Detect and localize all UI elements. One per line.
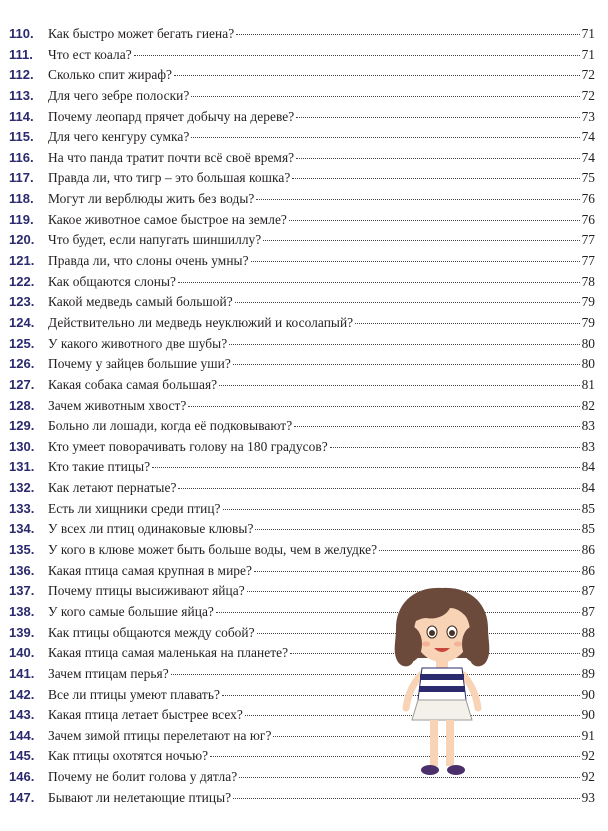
entry-number: 111. [9, 46, 33, 62]
entry-title: Какая собака самая большая? [48, 376, 218, 392]
entry-title: Какая птица летает быстрее всех? [48, 707, 243, 723]
entry-title: Какое животное самое быстрое на земле? [48, 211, 287, 227]
entry-title: Могут ли верблюды жить без воды? [48, 191, 255, 207]
entry-number: 142. [9, 686, 35, 702]
dot-leader [191, 96, 579, 97]
entry-page-number: 80 [581, 335, 595, 351]
dot-leader [174, 75, 580, 76]
entry-number: 115. [9, 129, 34, 145]
table-of-contents [0, 24, 608, 808]
entry-page-number: 86 [581, 542, 595, 558]
toc-entry [0, 416, 608, 437]
toc-entry [0, 788, 608, 809]
entry-title: Что будет, если напугать шиншиллу? [48, 232, 262, 248]
entry-number: 127. [9, 376, 35, 392]
entry-title: Кто такие птицы? [48, 459, 151, 475]
entry-number: 141. [9, 665, 35, 681]
entry-title: Почему леопард прячет добычу на дереве? [48, 108, 295, 124]
toc-entry [0, 519, 608, 540]
entry-number: 114. [9, 108, 34, 124]
dot-leader [178, 282, 580, 283]
entry-number: 138. [9, 603, 35, 619]
dot-leader [254, 571, 580, 572]
entry-page-number: 77 [581, 232, 595, 248]
entry-title: У кого в клюве может быть больше воды, чем в желудке? [48, 542, 378, 558]
entry-number: 122. [9, 273, 35, 289]
entry-number: 124. [9, 314, 35, 330]
entry-page-number: 89 [581, 645, 595, 661]
entry-page-number: 76 [581, 211, 595, 227]
toc-entry [0, 354, 608, 375]
entry-number: 143. [9, 707, 35, 723]
entry-title: На что панда тратит почти всё своё время? [48, 149, 295, 165]
entry-page-number: 71 [581, 46, 595, 62]
entry-title: Как общаются слоны? [48, 273, 176, 289]
entry-page-number: 85 [581, 500, 595, 516]
entry-number: 136. [9, 562, 35, 578]
entry-number: 112. [9, 67, 34, 83]
toc-entry [0, 623, 608, 644]
dot-leader [256, 199, 579, 200]
toc-entry [0, 230, 608, 251]
toc-entry [0, 210, 608, 231]
dot-leader [219, 385, 579, 386]
entry-page-number: 84 [581, 459, 595, 475]
entry-title: Бывают ли нелетающие птицы? [48, 789, 232, 805]
entry-title: Есть ли хищники среди птиц? [48, 500, 221, 516]
toc-entry [0, 437, 608, 458]
toc-entry [0, 726, 608, 747]
toc-entry [0, 478, 608, 499]
entry-page-number: 86 [581, 562, 595, 578]
toc-entry [0, 375, 608, 396]
dot-leader [330, 447, 580, 448]
dot-leader [263, 240, 579, 241]
entry-title: У кого самые большие яйца? [48, 603, 214, 619]
dot-leader [235, 302, 580, 303]
entry-number: 123. [9, 294, 35, 310]
dot-leader [294, 426, 579, 427]
entry-page-number: 80 [581, 356, 595, 372]
entry-title: Какая птица самая маленькая на планете? [48, 645, 289, 661]
entry-title: Как летают пернатые? [48, 480, 177, 496]
entry-page-number: 73 [581, 108, 595, 124]
toc-entry [0, 45, 608, 66]
entry-title: Сколько спит жираф? [48, 67, 173, 83]
entry-page-number: 74 [581, 149, 595, 165]
entry-page-number: 77 [581, 253, 595, 269]
toc-entry [0, 561, 608, 582]
entry-number: 125. [9, 335, 35, 351]
entry-number: 139. [9, 624, 35, 640]
entry-number: 126. [9, 356, 35, 372]
entry-title: Правда ли, что тигр – это большая кошка? [48, 170, 291, 186]
toc-entry [0, 457, 608, 478]
entry-number: 118. [9, 191, 34, 207]
entry-number: 131. [9, 459, 35, 475]
entry-page-number: 76 [581, 191, 595, 207]
entry-number: 132. [9, 480, 35, 496]
dot-leader [171, 674, 580, 675]
entry-page-number: 79 [581, 294, 595, 310]
entry-page-number: 81 [581, 376, 595, 392]
entry-title: Как быстро может бегать гиена? [48, 26, 235, 41]
toc-entry [0, 272, 608, 293]
entry-number: 119. [9, 211, 34, 227]
toc-entry [0, 664, 608, 685]
entry-number: 116. [9, 149, 34, 165]
dot-leader [152, 467, 579, 468]
dot-leader [289, 220, 580, 221]
dot-leader [223, 509, 580, 510]
entry-page-number: 72 [581, 67, 595, 83]
entry-number: 144. [9, 727, 35, 743]
dot-leader [296, 117, 579, 118]
dot-leader [188, 406, 579, 407]
dot-leader [379, 550, 579, 551]
toc-entry [0, 396, 608, 417]
entry-number: 146. [9, 769, 35, 785]
entry-page-number: 85 [581, 521, 595, 537]
dot-leader [236, 34, 579, 35]
entry-number: 130. [9, 438, 35, 454]
entry-number: 145. [9, 748, 35, 764]
toc-entry [0, 313, 608, 334]
toc-entry [0, 685, 608, 706]
dot-leader [233, 364, 580, 365]
toc-entry [0, 189, 608, 210]
entry-title: Почему не болит голова у дятла? [48, 769, 238, 785]
entry-number: 110. [9, 26, 34, 41]
entry-page-number: 72 [581, 87, 595, 103]
entry-number: 129. [9, 418, 35, 434]
dot-leader [191, 137, 579, 138]
toc-entry [0, 107, 608, 128]
dot-leader [233, 798, 580, 799]
entry-page-number: 89 [581, 665, 595, 681]
entry-title: Действительно ли медведь неуклюжий и косолапый? [48, 314, 354, 330]
dot-leader [178, 488, 579, 489]
dot-leader [134, 55, 580, 56]
entry-title: У какого животного две шубы? [48, 335, 228, 351]
toc-entry [0, 746, 608, 767]
entry-title: Зачем птицам перья? [48, 665, 169, 681]
entry-page-number: 90 [581, 707, 595, 723]
entry-page-number: 84 [581, 480, 595, 496]
entry-page-number: 87 [581, 583, 595, 599]
toc-entry [0, 499, 608, 520]
entry-title: Как птицы общаются между собой? [48, 624, 255, 640]
dot-leader [355, 323, 579, 324]
entry-number: 113. [9, 87, 34, 103]
entry-title: Для чего кенгуру сумка? [48, 129, 190, 145]
entry-number: 135. [9, 542, 35, 558]
entry-title: Какая птица самая крупная в мире? [48, 562, 253, 578]
entry-page-number: 87 [581, 603, 595, 619]
entry-number: 121. [9, 253, 35, 269]
entry-title: Как птицы охотятся ночью? [48, 748, 209, 764]
entry-number: 137. [9, 583, 35, 599]
toc-entry [0, 334, 608, 355]
toc-entry [0, 65, 608, 86]
toc-entry [0, 292, 608, 313]
entry-number: 140. [9, 645, 35, 661]
toc-entry [0, 24, 608, 45]
entry-page-number: 88 [581, 624, 595, 640]
entry-page-number: 91 [581, 727, 595, 743]
toc-entry [0, 767, 608, 788]
toc-entry [0, 705, 608, 726]
toc-entry [0, 86, 608, 107]
entry-title: Почему у зайцев большие уши? [48, 356, 231, 372]
entry-title: У всех ли птиц одинаковые клювы? [48, 521, 254, 537]
entry-page-number: 83 [581, 438, 595, 454]
entry-number: 133. [9, 500, 35, 516]
cartoon-girl-icon [384, 582, 500, 782]
toc-entry [0, 643, 608, 664]
entry-page-number: 92 [581, 748, 595, 764]
entry-title: Правда ли, что слоны очень умны? [48, 253, 249, 269]
entry-title: Почему птицы высиживают яйца? [48, 583, 245, 599]
entry-page-number: 90 [581, 686, 595, 702]
toc-entry [0, 168, 608, 189]
entry-number: 128. [9, 397, 35, 413]
entry-page-number: 79 [581, 314, 595, 330]
entry-page-number: 82 [581, 397, 595, 413]
dot-leader [296, 158, 579, 159]
entry-title: Зачем зимой птицы перелетают на юг? [48, 727, 272, 743]
entry-page-number: 83 [581, 418, 595, 434]
entry-title: Все ли птицы умеют плавать? [48, 686, 220, 702]
entry-number: 134. [9, 521, 35, 537]
toc-entry [0, 581, 608, 602]
entry-page-number: 93 [581, 789, 595, 805]
dot-leader [255, 529, 579, 530]
entry-title: Больно ли лошади, когда её подковывают? [48, 418, 293, 434]
dot-leader [251, 261, 580, 262]
entry-page-number: 92 [581, 769, 595, 785]
entry-title: Что ест коала? [48, 46, 132, 62]
entry-title: Кто умеет поворачивать голову на 180 градусов? [48, 438, 328, 454]
entry-page-number: 74 [581, 129, 595, 145]
entry-number: 120. [9, 232, 35, 248]
toc-entry [0, 602, 608, 623]
toc-entry [0, 127, 608, 148]
entry-title: Для чего зебре полоски? [48, 87, 190, 103]
dot-leader [292, 178, 579, 179]
toc-entry [0, 540, 608, 561]
toc-entry [0, 251, 608, 272]
entry-number: 117. [9, 170, 34, 186]
entry-title: Какой медведь самый большой? [48, 294, 233, 310]
dot-leader [229, 344, 579, 345]
entry-title: Зачем животным хвост? [48, 397, 187, 413]
toc-entry [0, 148, 608, 169]
entry-page-number: 71 [581, 26, 595, 41]
entry-number: 147. [9, 789, 35, 805]
entry-page-number: 78 [581, 273, 595, 289]
entry-page-number: 75 [581, 170, 595, 186]
